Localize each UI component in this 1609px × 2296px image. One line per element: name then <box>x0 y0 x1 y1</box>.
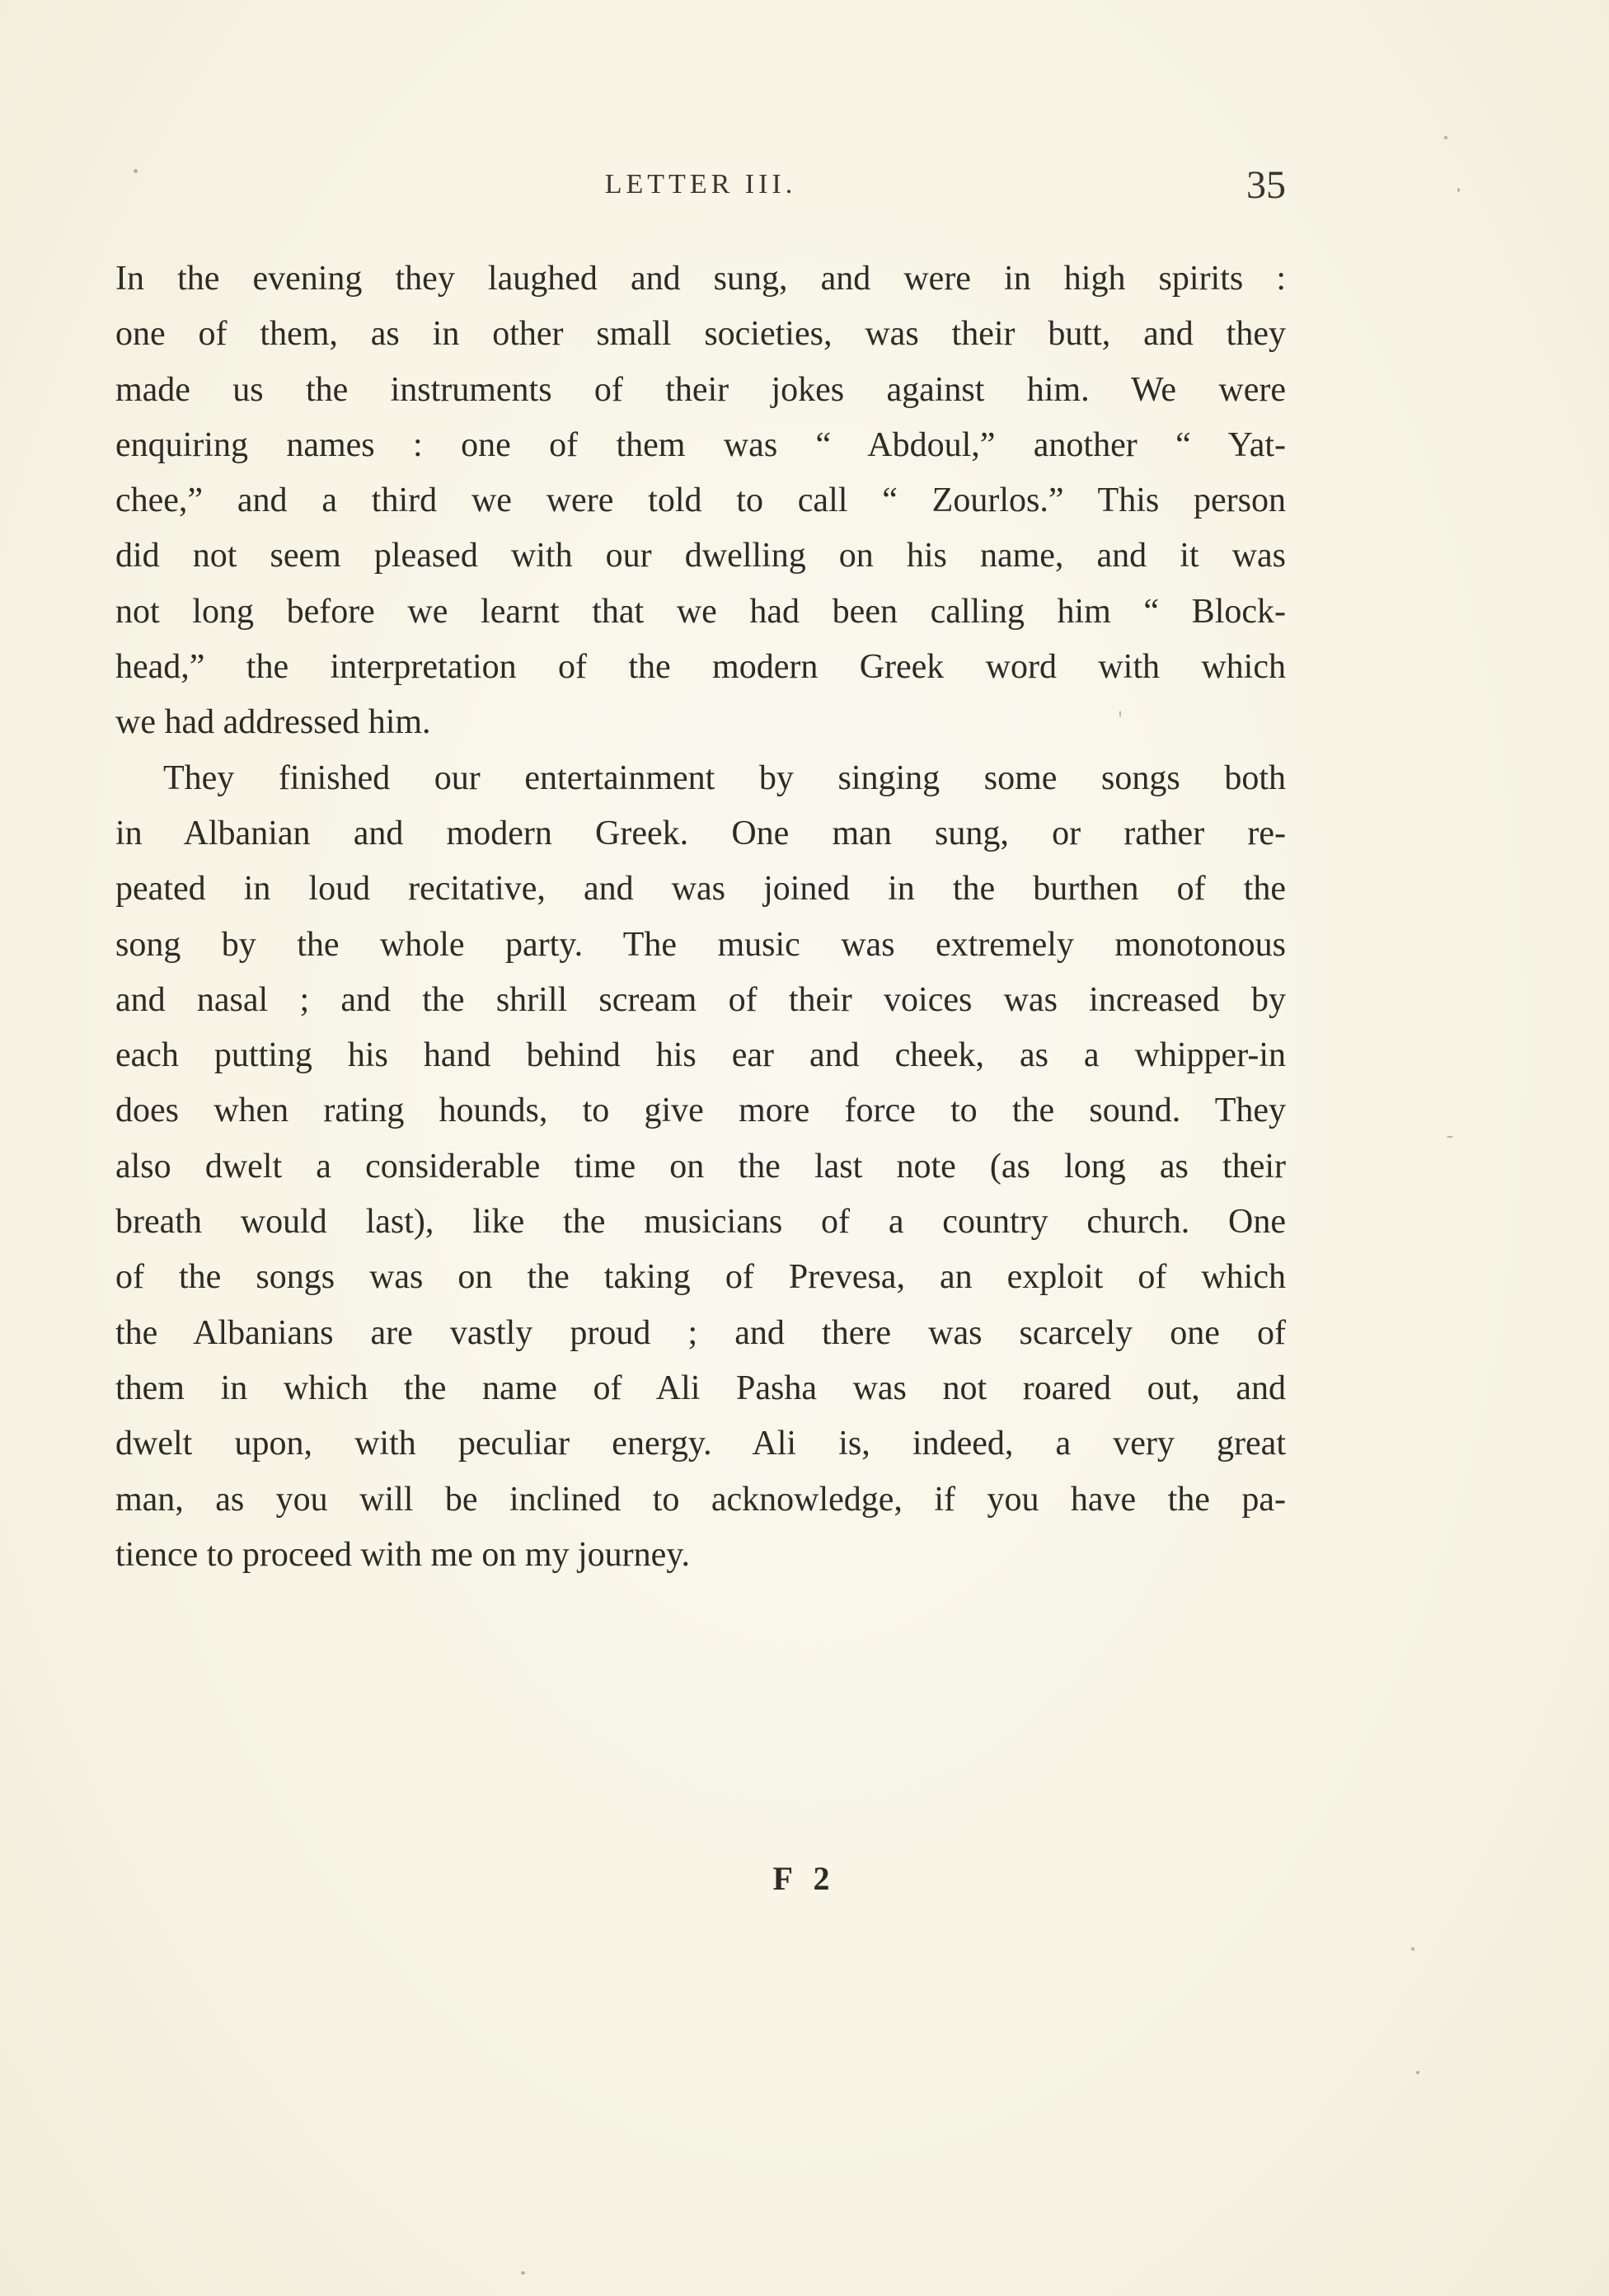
paper-speck <box>521 2271 525 2275</box>
text-line: in Albanian and modern Greek. One man sung, or rather re- <box>115 814 1286 852</box>
text-line: them in which the name of Ali Pasha was not roared out, and <box>115 1369 1286 1407</box>
paper-speck <box>1416 2071 1419 2074</box>
body-text <box>115 251 1286 1583</box>
text-line: each putting his hand behind his ear and cheek, as a whipper-in <box>115 1036 1286 1075</box>
text-line: did not seem pleased with our dwelling on his name, and it was <box>115 537 1286 575</box>
text-line: They finished our entertainment by singing some songs both <box>163 758 1286 797</box>
paper-speck <box>1411 1947 1414 1951</box>
text-line: tience to proceed with me on my journey. <box>115 1535 691 1574</box>
signature-mark: F 2 <box>772 1860 837 1897</box>
text-line: head,” the interpretation of the modern Greek word with which <box>115 648 1286 687</box>
text-line: we had addressed him. <box>115 703 431 742</box>
text-line: of the songs was on the taking of Prevesa, an exploit of which <box>115 1258 1286 1297</box>
text-line: not long before we learnt that we had been calling him “ Block- <box>115 592 1286 631</box>
text-line: song by the whole party. The music was extremely monotonous <box>115 925 1286 964</box>
page-header <box>115 163 1286 218</box>
text-line: the Albanians are vastly proud ; and there was scarcely one of <box>115 1313 1286 1352</box>
text-line: chee,” and a third we were told to call “ Zourlos.” This person <box>115 481 1286 520</box>
text-line: peated in loud recitative, and was joined in the burthen of the <box>115 870 1286 909</box>
page-number: 35 <box>1246 163 1286 207</box>
paper-speck <box>1447 1136 1453 1138</box>
text-line: made us the instruments of their jokes against him. We were <box>115 370 1286 409</box>
running-title: LETTER III. <box>604 169 797 200</box>
paper-speck <box>1457 188 1460 192</box>
text-line: dwelt upon, with peculiar energy. Ali is, indeed, a very great <box>115 1425 1286 1463</box>
paragraph-1 <box>115 251 1286 751</box>
paragraph-2 <box>115 751 1286 1583</box>
paper-speck <box>1119 711 1121 717</box>
paper-speck <box>134 169 138 173</box>
text-line: In the evening they laughed and sung, and were in high spirits : <box>115 260 1286 298</box>
text-line: breath would last), like the musicians of a country church. One <box>115 1203 1286 1242</box>
paper-speck <box>1444 136 1447 139</box>
text-line: does when rating hounds, to give more force to the sound. They <box>115 1092 1286 1130</box>
text-line: one of them, as in other small societies, was their butt, and they <box>115 315 1286 354</box>
text-line: and nasal ; and the shrill scream of their voices was increased by <box>115 980 1286 1019</box>
text-line: also dwelt a considerable time on the last note (as long as their <box>115 1147 1286 1186</box>
text-line: man, as you will be inclined to acknowledge, if you have the pa- <box>115 1480 1286 1519</box>
text-line: enquiring names : one of them was “ Abdoul,” another “ Yat- <box>115 425 1286 464</box>
